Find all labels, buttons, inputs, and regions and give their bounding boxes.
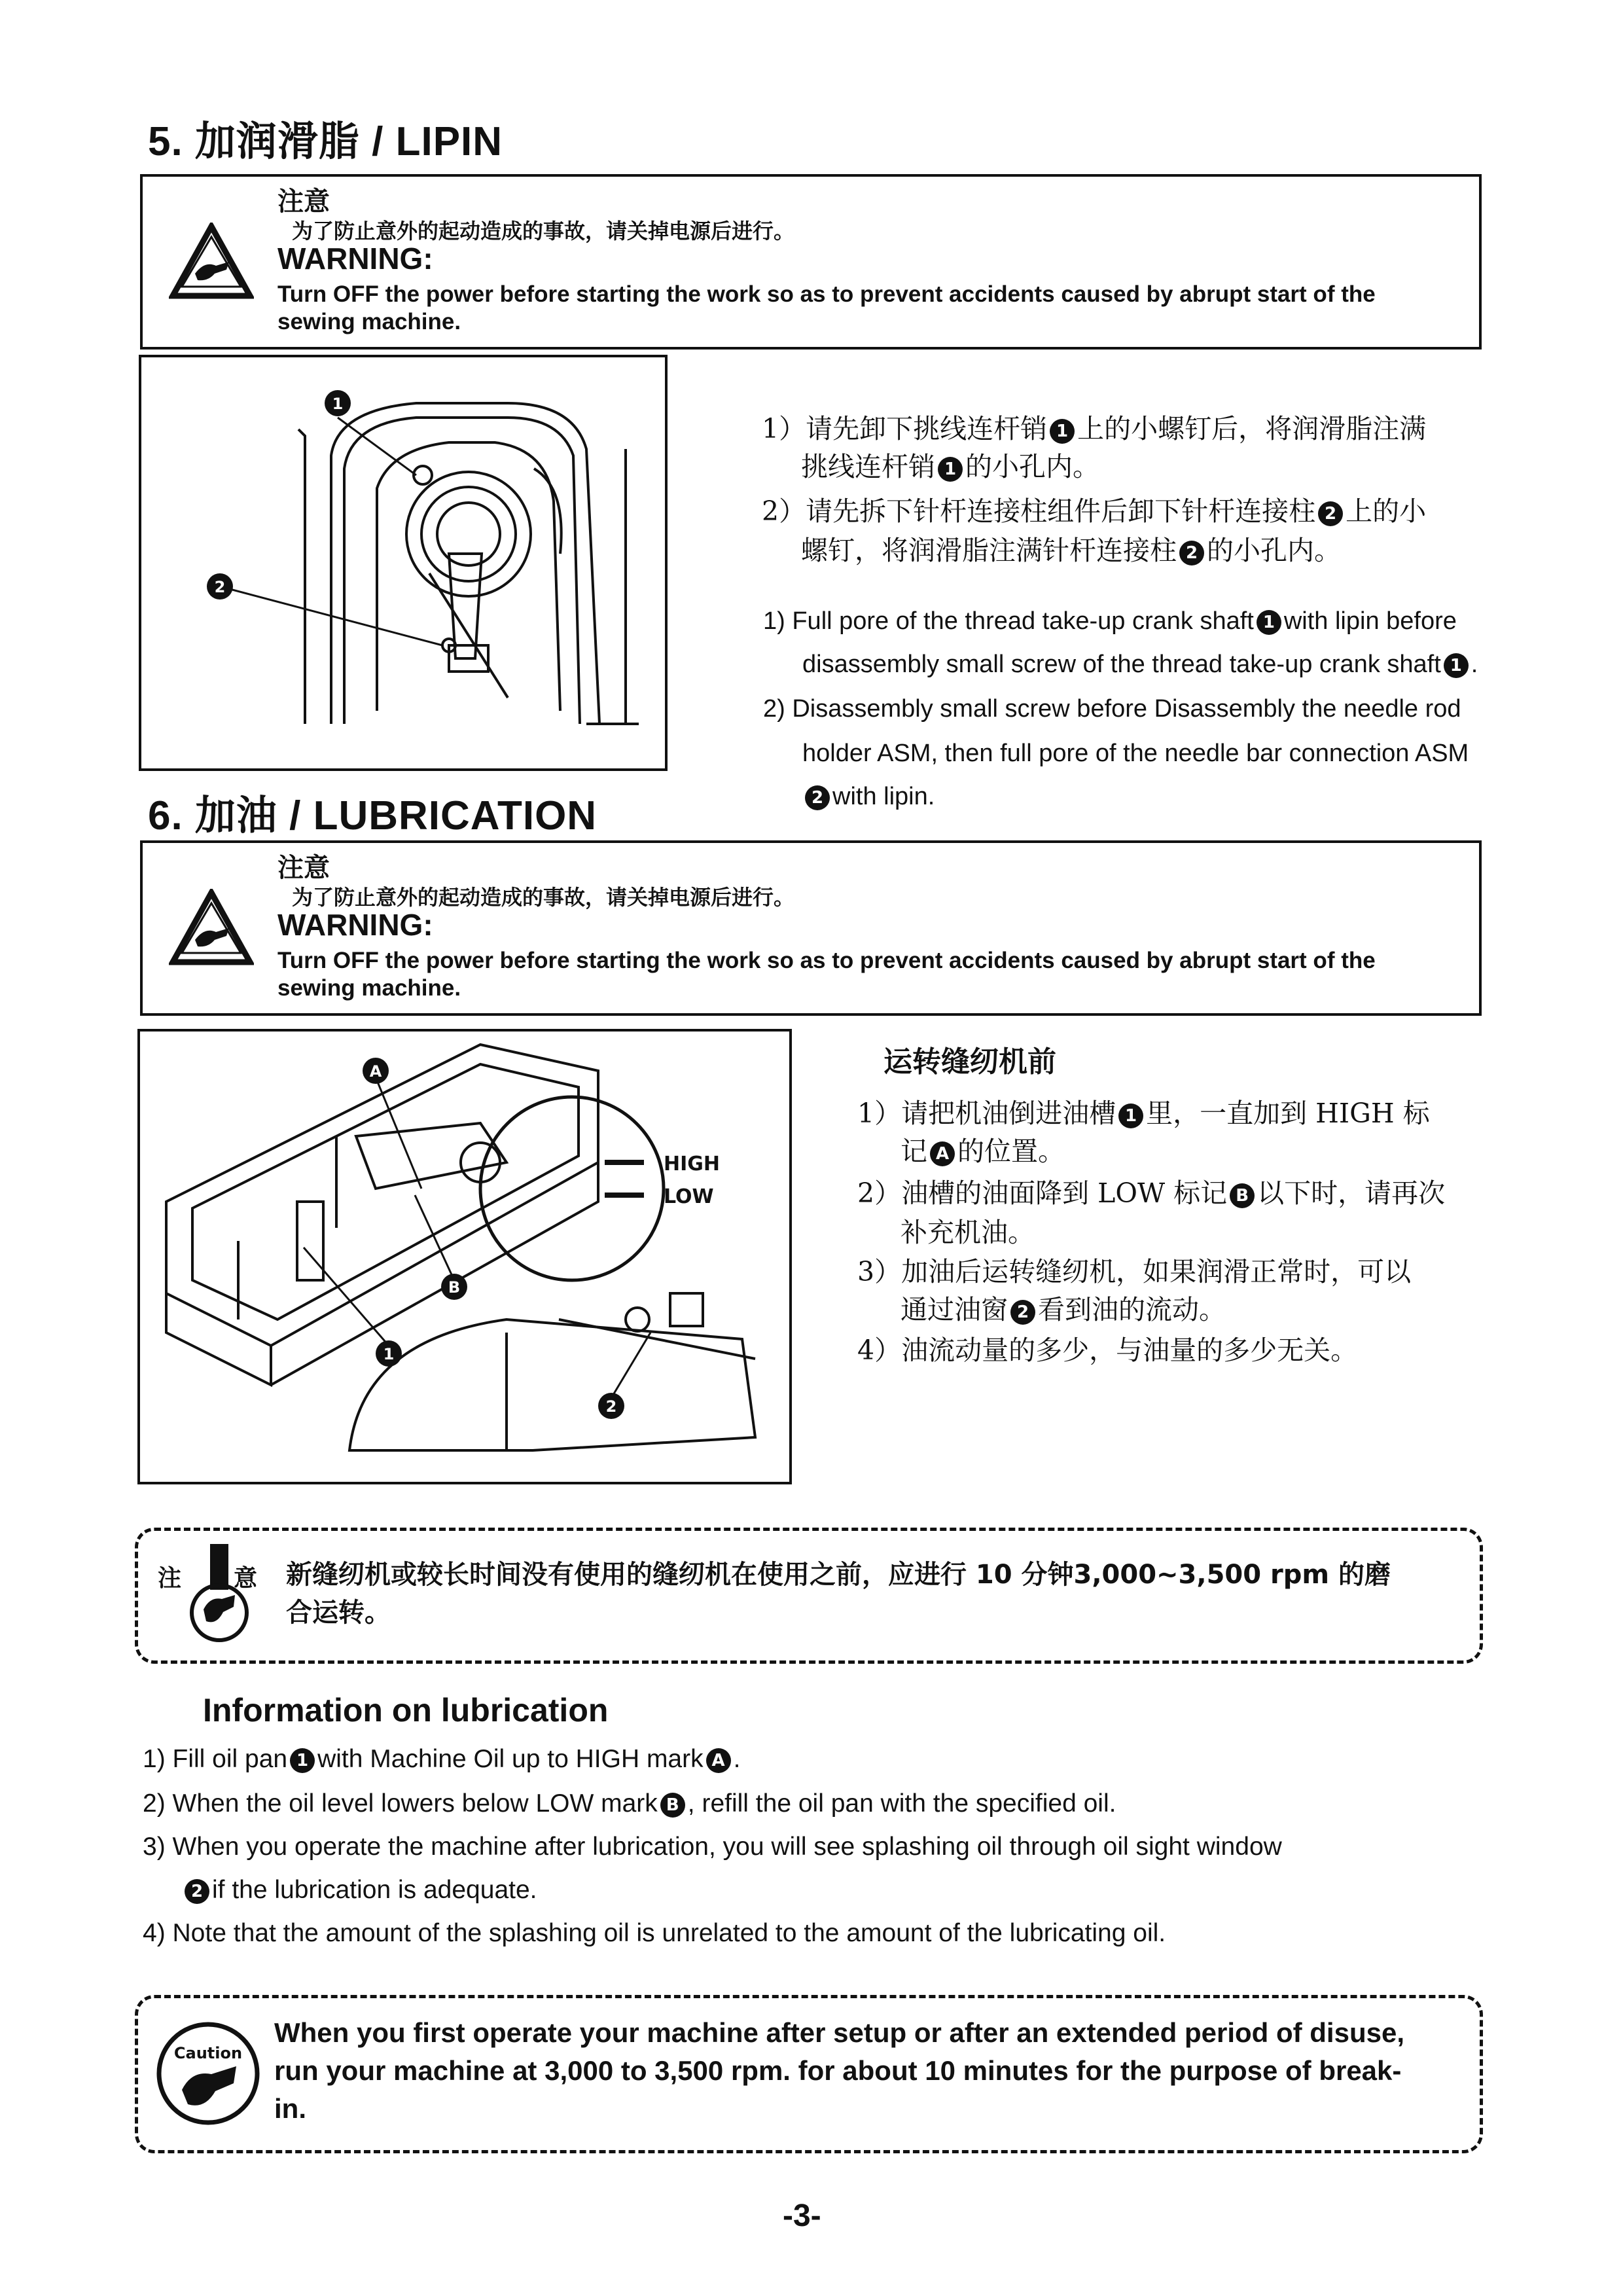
caution-cn-label-right: 意 bbox=[234, 1565, 258, 1592]
warning-cn-text: 为了防止意外的起动造成的事故，请关掉电源后进行。 bbox=[292, 219, 795, 243]
caution-label: Caution bbox=[173, 2044, 243, 2062]
section6-warning-box bbox=[140, 840, 1482, 1016]
machine-head-illustration bbox=[141, 357, 665, 768]
caution-cn-line1: 新缝纫机或较长时间没有使用的缝纫机在使用之前，应进行 10 分钟3,000~3,500 rpm 的磨 bbox=[286, 1560, 1391, 1590]
bullet-b-icon: B bbox=[660, 1793, 685, 1818]
figure6-marker-a: A bbox=[369, 1062, 382, 1081]
bullet-2-icon: 2 bbox=[1318, 501, 1343, 526]
lubrication-cn-line4: 补充机油。 bbox=[901, 1217, 1035, 1248]
lubrication-cn-line2: 记 A 的位置。 bbox=[901, 1136, 1065, 1167]
lubrication-cn-line7: 4）油流动量的多少，与油量的多少无关。 bbox=[857, 1335, 1358, 1366]
lipin-en-line4: holder ASM, then full pore of the needle bar connection ASM bbox=[802, 740, 1469, 767]
warning-cn-title: 注意 bbox=[277, 187, 330, 217]
info-line2: 2) When the oil level lowers below LOW mark B , refill the oil pan with the specified oil. bbox=[143, 1789, 1116, 1818]
bullet-a-icon: A bbox=[706, 1748, 731, 1773]
caution-en-line1: When you first operate your machine after setup or after an extended period of disuse, bbox=[274, 2017, 1405, 2048]
figure6-marker-1: 1 bbox=[383, 1345, 395, 1363]
lipin-en-line1: 1) Full pore of the thread take-up crank shaft 1 with lipin before bbox=[763, 607, 1457, 635]
info-heading: Information on lubrication bbox=[203, 1692, 609, 1729]
lubrication-cn-line5: 3）加油后运转缝纫机，如果润滑正常时，可以 bbox=[857, 1256, 1412, 1287]
bullet-1-icon: 1 bbox=[1118, 1103, 1143, 1128]
page-number: -3- bbox=[783, 2198, 821, 2233]
bullet-a-icon: A bbox=[930, 1141, 955, 1166]
bullet-1-icon: 1 bbox=[1050, 419, 1075, 444]
lubrication-figure bbox=[137, 1029, 792, 1484]
lipin-figure bbox=[139, 355, 668, 771]
figure6-marker-2: 2 bbox=[605, 1397, 617, 1416]
bullet-2-icon: 2 bbox=[805, 785, 830, 810]
lipin-cn-step2-line1: 2）请先拆下针杆连接柱组件后卸下针杆连接柱 2 上的小 bbox=[762, 495, 1427, 527]
warning-en-title: WARNING: bbox=[277, 908, 433, 942]
oil-pan-illustration bbox=[140, 1031, 789, 1482]
caution-en-box bbox=[135, 1995, 1483, 2153]
caution-cn-box bbox=[135, 1528, 1483, 1664]
lipin-cn-step1-line2: 挑线连杆销 1 的小孔内。 bbox=[801, 451, 1099, 482]
section5-title: 5. 加润滑脂 / LIPIN bbox=[148, 119, 503, 164]
hand-warning-icon bbox=[169, 223, 254, 301]
warning-cn-text: 为了防止意外的起动造成的事故，请关掉电源后进行。 bbox=[292, 885, 795, 910]
warning-en-line1: Turn OFF the power before starting the work so as to prevent accidents caused by abrupt start of the bbox=[277, 281, 1376, 307]
high-mark-label: HIGH bbox=[664, 1153, 721, 1175]
bullet-1-icon: 1 bbox=[290, 1748, 315, 1773]
bullet-1-icon: 1 bbox=[938, 457, 963, 482]
warning-en-title: WARNING: bbox=[277, 242, 433, 276]
info-line4: 2 if the lubrication is adequate. bbox=[182, 1876, 537, 1905]
bullet-2-icon: 2 bbox=[1010, 1300, 1035, 1325]
caution-hand-icon bbox=[152, 2018, 264, 2129]
info-line5: 4) Note that the amount of the splashing oil is unrelated to the amount of the lubricating oil. bbox=[143, 1919, 1166, 1947]
caution-en-line3: in. bbox=[274, 2093, 306, 2124]
bullet-2-icon: 2 bbox=[185, 1879, 209, 1904]
lipin-en-line5: 2 with lipin. bbox=[802, 783, 935, 811]
warning-en-line1: Turn OFF the power before starting the work so as to prevent accidents caused by abrupt start of the bbox=[277, 948, 1376, 973]
bullet-b-icon: B bbox=[1230, 1183, 1255, 1208]
lubrication-cn-heading: 运转缝纫机前 bbox=[883, 1045, 1056, 1079]
lubrication-cn-line1: 1）请把机油倒进油槽 1 里，一直加到 HIGH 标 bbox=[857, 1098, 1430, 1129]
warning-en-line2: sewing machine. bbox=[277, 975, 461, 1001]
figure5-marker-2: 2 bbox=[214, 578, 226, 596]
info-line1: 1) Fill oil pan 1 with Machine Oil up to HIGH mark A . bbox=[143, 1745, 741, 1773]
lubrication-cn-line3: 2）油槽的油面降到 LOW 标记 B 以下时，请再次 bbox=[857, 1177, 1446, 1209]
bullet-1-icon: 1 bbox=[1257, 610, 1281, 635]
caution-en-line2: run your machine at 3,000 to 3,500 rpm. for about 10 minutes for the purpose of break- bbox=[274, 2055, 1402, 2086]
warning-en-line2: sewing machine. bbox=[277, 309, 461, 334]
caution-cn-label-left: 注 bbox=[158, 1565, 182, 1592]
info-line3: 3) When you operate the machine after lubrication, you will see splashing oil through oil sight window bbox=[143, 1833, 1282, 1861]
section5-warning-box bbox=[140, 174, 1482, 350]
lipin-cn-step1-line1: 1）请先卸下挑线连杆销 1 上的小螺钉后，将润滑脂注满 bbox=[762, 413, 1427, 444]
caution-hand-icon bbox=[184, 1544, 256, 1642]
hand-warning-icon bbox=[169, 889, 254, 967]
lipin-en-line2: disassembly small screw of the thread take-up crank shaft 1 . bbox=[802, 651, 1478, 678]
figure6-marker-b: B bbox=[448, 1278, 461, 1297]
warning-cn-title: 注意 bbox=[277, 853, 330, 883]
lipin-en-line3: 2) Disassembly small screw before Disassembly the needle rod bbox=[763, 695, 1461, 723]
bullet-2-icon: 2 bbox=[1179, 541, 1204, 565]
low-mark-label: LOW bbox=[664, 1185, 714, 1208]
section6-title: 6. 加油 / LUBRICATION bbox=[148, 793, 597, 838]
figure5-marker-1: 1 bbox=[332, 395, 344, 413]
bullet-1-icon: 1 bbox=[1444, 653, 1469, 678]
caution-cn-line2: 合运转。 bbox=[286, 1598, 391, 1628]
lubrication-cn-line6: 通过油窗 2 看到油的流动。 bbox=[901, 1294, 1226, 1325]
lipin-cn-step2-line2: 螺钉，将润滑脂注满针杆连接柱 2 的小孔内。 bbox=[801, 535, 1341, 566]
